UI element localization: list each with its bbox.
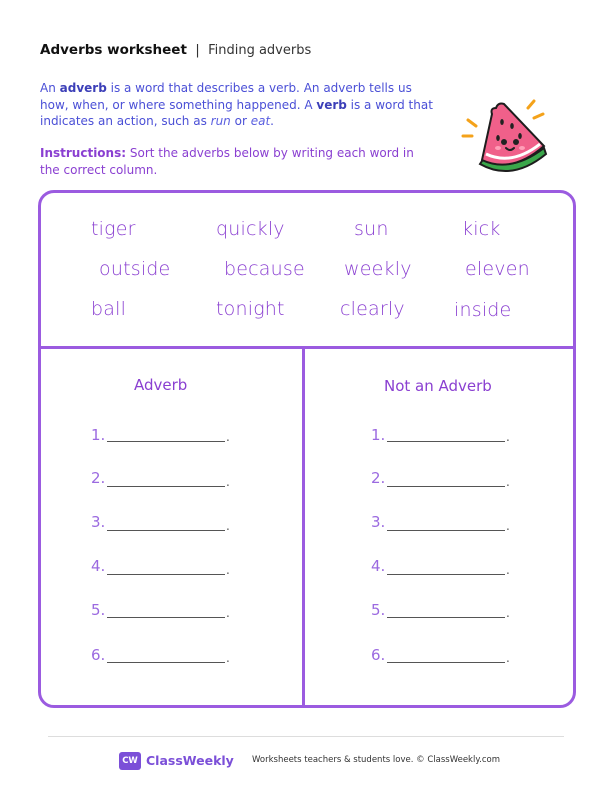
classweekly-logo: CW	[119, 752, 141, 770]
answer-line[interactable]	[387, 441, 505, 442]
example-run: run	[210, 114, 231, 128]
line-number: 1.	[91, 426, 106, 444]
answer-line[interactable]	[387, 574, 505, 575]
instructions-label: Instructions:	[40, 146, 127, 160]
watermelon-illustration	[458, 96, 550, 180]
word-bank-item: clearly	[340, 298, 405, 320]
word-bank-item: ball	[91, 298, 127, 320]
answer-line[interactable]	[107, 530, 225, 531]
word-bank-item: quickly	[216, 218, 285, 240]
instructions-text: Sort the adverbs below by writing each word in the correct column.	[40, 146, 414, 177]
word-bank-item: sun	[354, 218, 389, 240]
intro-text: .	[270, 114, 274, 128]
line-number: 1.	[371, 426, 386, 444]
word-bank-item: because	[224, 258, 305, 280]
line-number: 4.	[371, 557, 386, 575]
line-number: 3.	[371, 513, 386, 531]
intro-paragraph	[40, 80, 440, 130]
line-end-dot: .	[506, 430, 510, 444]
verb-term: verb	[316, 97, 347, 112]
line-number: 6.	[91, 646, 106, 664]
worksheet-subtitle: Finding adverbs	[208, 43, 312, 58]
line-end-dot: .	[226, 606, 230, 620]
answer-line[interactable]	[387, 530, 505, 531]
line-number: 2.	[371, 469, 386, 487]
instructions	[40, 145, 420, 178]
line-end-dot: .	[506, 475, 510, 489]
intro-text: An	[40, 81, 60, 95]
line-number: 3.	[91, 513, 106, 531]
word-bank-item: eleven	[465, 258, 530, 280]
word-bank-item: kick	[462, 218, 501, 240]
answer-line[interactable]	[107, 486, 225, 487]
line-end-dot: .	[226, 563, 230, 577]
word-bank-item: outside	[99, 258, 171, 280]
answer-line[interactable]	[387, 617, 505, 618]
intro-text: is a word that indicates an action, such as	[40, 97, 433, 128]
adverb-column-title: Adverb	[134, 376, 188, 394]
line-end-dot: .	[506, 606, 510, 620]
answer-line[interactable]	[107, 662, 225, 663]
answer-line[interactable]	[387, 662, 505, 663]
answer-line[interactable]	[387, 486, 505, 487]
word-bank-item: tiger	[91, 218, 136, 240]
footer-tagline: Worksheets teachers & students love. © ClassWeekly.com	[252, 755, 501, 765]
not-adverb-column-title: Not an Adverb	[384, 377, 492, 395]
answer-line[interactable]	[107, 441, 225, 442]
answer-line[interactable]	[107, 617, 225, 618]
word-bank-item: inside	[454, 299, 512, 321]
line-number: 5.	[91, 601, 106, 619]
answer-line[interactable]	[107, 574, 225, 575]
line-end-dot: .	[506, 651, 510, 665]
line-number: 2.	[91, 469, 106, 487]
line-number: 4.	[91, 557, 106, 575]
worksheet-title: Adverbs worksheet	[40, 42, 187, 58]
box-horizontal-divider	[38, 346, 576, 349]
line-end-dot: .	[506, 519, 510, 533]
line-number: 6.	[371, 646, 386, 664]
brand-name: ClassWeekly	[146, 753, 234, 768]
title-separator: |	[195, 42, 200, 58]
line-end-dot: .	[506, 563, 510, 577]
line-end-dot: .	[226, 651, 230, 665]
line-end-dot: .	[226, 430, 230, 444]
example-eat: eat	[250, 114, 271, 128]
worksheet-header	[40, 42, 311, 58]
intro-text: or	[230, 114, 251, 128]
line-end-dot: .	[226, 519, 230, 533]
line-end-dot: .	[226, 475, 230, 489]
footer-rule	[48, 736, 564, 737]
intro-text: is a word that describes a verb. An adverb tells us how, when, or where something happened. A	[40, 81, 412, 112]
box-vertical-divider	[302, 348, 305, 706]
word-bank-item: weekly	[344, 258, 412, 280]
adverb-term: adverb	[59, 81, 107, 95]
line-number: 5.	[371, 601, 386, 619]
word-bank-item: tonight	[216, 298, 285, 320]
